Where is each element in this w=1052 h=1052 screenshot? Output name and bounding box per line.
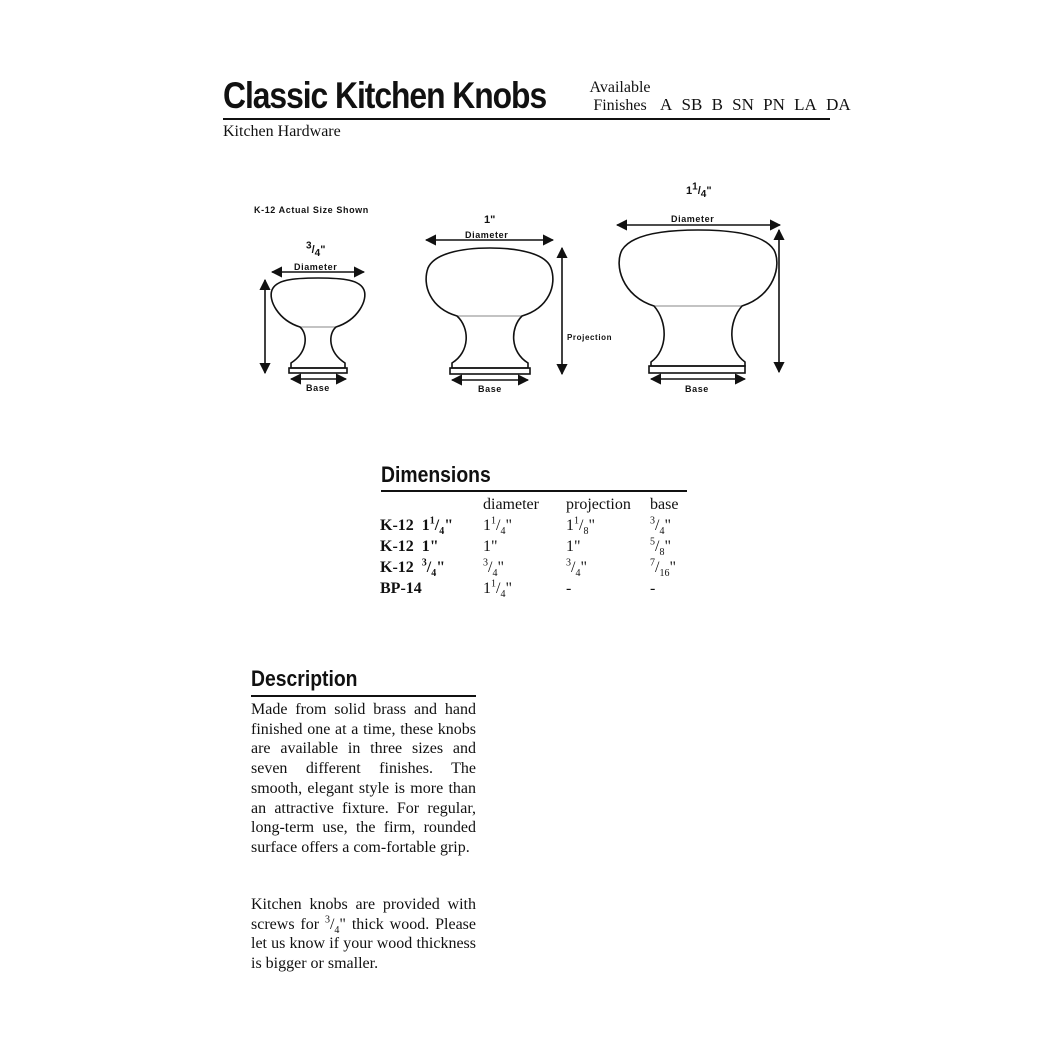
base-cell: $^5/_8$"	[650, 536, 671, 559]
base-cell: -	[650, 580, 656, 597]
medium-size-label: 1"	[484, 214, 496, 226]
large-base-label: Base	[685, 384, 709, 394]
table-header-row	[380, 495, 678, 516]
base-cell: $^7/_{16}$"	[650, 557, 676, 580]
finish-code: A	[660, 95, 673, 114]
table-row	[380, 558, 678, 579]
available-finishes-label: Available Finishes	[589, 79, 651, 114]
projection-cell: $1^1/_8$"	[566, 515, 595, 538]
diameter-cell: 1"	[483, 538, 498, 555]
medium-diameter-label: Diameter	[465, 230, 509, 240]
description-rule	[251, 695, 476, 697]
finish-code: DA	[826, 95, 851, 114]
small-size-label: $^3/_4$"	[306, 240, 326, 260]
small-knob-outline	[271, 278, 365, 368]
projection-cell: -	[566, 580, 572, 597]
page-subtitle: Kitchen Hardware	[223, 123, 341, 140]
finish-code: LA	[794, 95, 817, 114]
medium-base-label: Base	[478, 384, 502, 394]
description-paragraph: Kitchen knobs are provided with screws for $^3/_4$" thick wood. Please let us know if your wood thickness is bigger or smaller.	[251, 896, 476, 973]
large-knob-base	[649, 366, 745, 373]
column-header: base	[650, 496, 679, 513]
projection-cell: $^3/_4$"	[566, 557, 587, 580]
diameter-cell: $1^1/_4$"	[483, 578, 512, 601]
description-heading: Description	[251, 666, 358, 691]
diagram-caption: K-12 Actual Size Shown	[254, 205, 369, 215]
finish-code: SN	[732, 95, 754, 114]
table-row	[380, 516, 678, 537]
medium-knob-base	[450, 368, 530, 374]
diameter-cell: $^3/_4$"	[483, 557, 504, 580]
small-base-label: Base	[306, 383, 330, 393]
large-diameter-label: Diameter	[671, 214, 715, 224]
model-cell: K-12 1"	[380, 538, 439, 555]
diameter-cell: $1^1/_4$"	[483, 515, 512, 538]
dimensions-table	[380, 495, 678, 600]
small-knob-base	[289, 368, 347, 373]
finish-code: SB	[681, 95, 703, 114]
base-cell: $^3/_4$"	[650, 515, 671, 538]
model-cell: BP-14	[380, 580, 422, 597]
model-cell: K-12 $1^1/_4$"	[380, 515, 454, 538]
table-row	[380, 537, 678, 558]
large-knob-outline	[619, 230, 777, 366]
finish-code: B	[711, 95, 723, 114]
projection-label: Projection	[567, 333, 613, 342]
dimensions-rule	[381, 490, 687, 492]
large-size-label: $1^1/_4$"	[686, 181, 712, 201]
finish-code: PN	[763, 95, 785, 114]
description-paragraph: Made from solid brass and hand finished one at a time, these knobs are available in three sizes and seven different finishes. The smooth, elegant style is more than an attractive fixture. For regular, long-term use, the firm, rounded surface offers a com-fortable grip.	[251, 701, 476, 856]
column-header: projection	[566, 496, 631, 513]
medium-knob-outline	[426, 248, 553, 368]
column-header: diameter	[483, 496, 539, 513]
small-diameter-label: Diameter	[294, 262, 338, 272]
page-title: Classic Kitchen Knobs	[223, 75, 547, 116]
projection-cell: 1"	[566, 538, 581, 555]
dimensions-heading: Dimensions	[381, 462, 491, 487]
model-cell: K-12 $^3/_4$"	[380, 557, 446, 580]
table-row	[380, 579, 678, 600]
